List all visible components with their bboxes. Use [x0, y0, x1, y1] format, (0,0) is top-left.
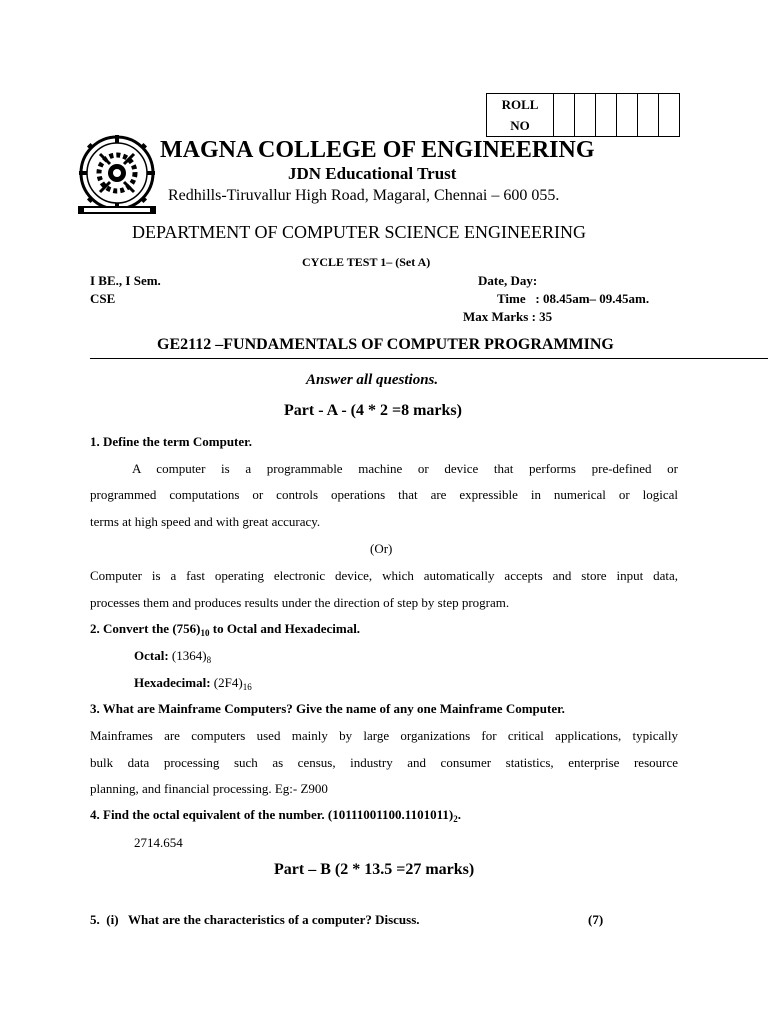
hex-value: (2F4) [210, 675, 243, 690]
roll-label-line2: NO [510, 118, 530, 133]
or-separator: (Or) [370, 541, 393, 556]
answer-3-line1: Mainframes are computers used mainly by large organizations for critical applications, typically [90, 728, 678, 743]
answer-1a-line1: A computer is a programmable machine or device that performs pre-defined or [132, 461, 678, 476]
subject-title: GE2112 –FUNDAMENTALS OF COMPUTER PROGRAMMING [157, 336, 614, 353]
instruction: Answer all questions. [306, 372, 439, 388]
answer-3-line2: bulk data processing such as census, industry and consumer statistics, enterprise resource [90, 755, 678, 770]
college-seal-logo [74, 132, 160, 218]
hex-label: Hexadecimal: [134, 675, 211, 690]
trust-name: JDN Educational Trust [288, 164, 457, 183]
roll-number-box [486, 93, 680, 137]
answer-1b-line2: processes them and produces results under the direction of step by step program. [90, 595, 510, 610]
octal-label: Octal: [134, 648, 169, 663]
hex-base: 16 [242, 682, 252, 692]
roll-digit-box[interactable] [638, 94, 659, 137]
part-b-heading: Part – B (2 * 13.5 =27 marks) [274, 861, 475, 878]
time-info: Time : 08.45am– 09.45am. [497, 291, 650, 306]
question-4-text-end: . [457, 807, 461, 822]
part-a-heading: Part - A - (4 * 2 =8 marks) [284, 402, 462, 419]
hex-answer [134, 675, 252, 691]
roll-digit-box[interactable] [659, 94, 680, 137]
college-address: Redhills-Tiruvallur High Road, Magaral, Chennai – 600 055. [168, 187, 560, 204]
question-3: 3. What are Mainframe Computers? Give the name of any one Mainframe Computer. [90, 701, 565, 716]
question-1: 1. Define the term Computer. [90, 434, 252, 449]
question-4-base: 2 [453, 814, 458, 824]
college-name: MAGNA COLLEGE OF ENGINEERING [160, 137, 595, 163]
octal-answer [134, 648, 211, 664]
roll-digit-box[interactable] [617, 94, 638, 137]
roll-digit-box[interactable] [596, 94, 617, 137]
department-name: DEPARTMENT OF COMPUTER SCIENCE ENGINEERING [132, 222, 586, 242]
date-day-label: Date, Day: [478, 273, 538, 288]
header-divider [90, 358, 768, 359]
answer-1a-line2: programmed computations or controls operations that are expressible in numerical or logical [90, 487, 678, 502]
question-2 [90, 621, 360, 637]
max-marks: Max Marks : 35 [463, 309, 553, 324]
answer-1b-line1: Computer is a fast operating electronic device, which automatically accepts and store input data, [90, 568, 678, 583]
answer-1a-line3: terms at high speed and with great accuracy. [90, 514, 321, 529]
question-4-text: 4. Find the octal equivalent of the number. (10111001100.1101011) [90, 807, 454, 822]
answer-3-line3: planning, and financial processing. Eg:- Z900 [90, 781, 328, 796]
question-2-text: 2. Convert the (756) [90, 621, 201, 636]
question-5-i: 5. (i) What are the characteristics of a computer? Discuss. [90, 912, 420, 927]
octal-value: (1364) [168, 648, 207, 663]
roll-digit-box[interactable] [554, 94, 575, 137]
roll-label-line1: ROLL [501, 97, 539, 112]
roll-digit-box[interactable] [575, 94, 596, 137]
octal-base: 8 [206, 655, 212, 665]
roll-label [487, 94, 554, 137]
question-2-text-end: to Octal and Hexadecimal. [209, 621, 361, 636]
class-info: I BE., I Sem. [90, 273, 161, 288]
branch-info: CSE [90, 291, 116, 306]
question-4 [90, 807, 461, 823]
question-5-i-marks: (7) [588, 912, 604, 927]
answer-4: 2714.654 [134, 835, 183, 850]
question-2-base: 10 [200, 628, 210, 638]
test-title: CYCLE TEST 1– (Set A) [302, 255, 431, 269]
